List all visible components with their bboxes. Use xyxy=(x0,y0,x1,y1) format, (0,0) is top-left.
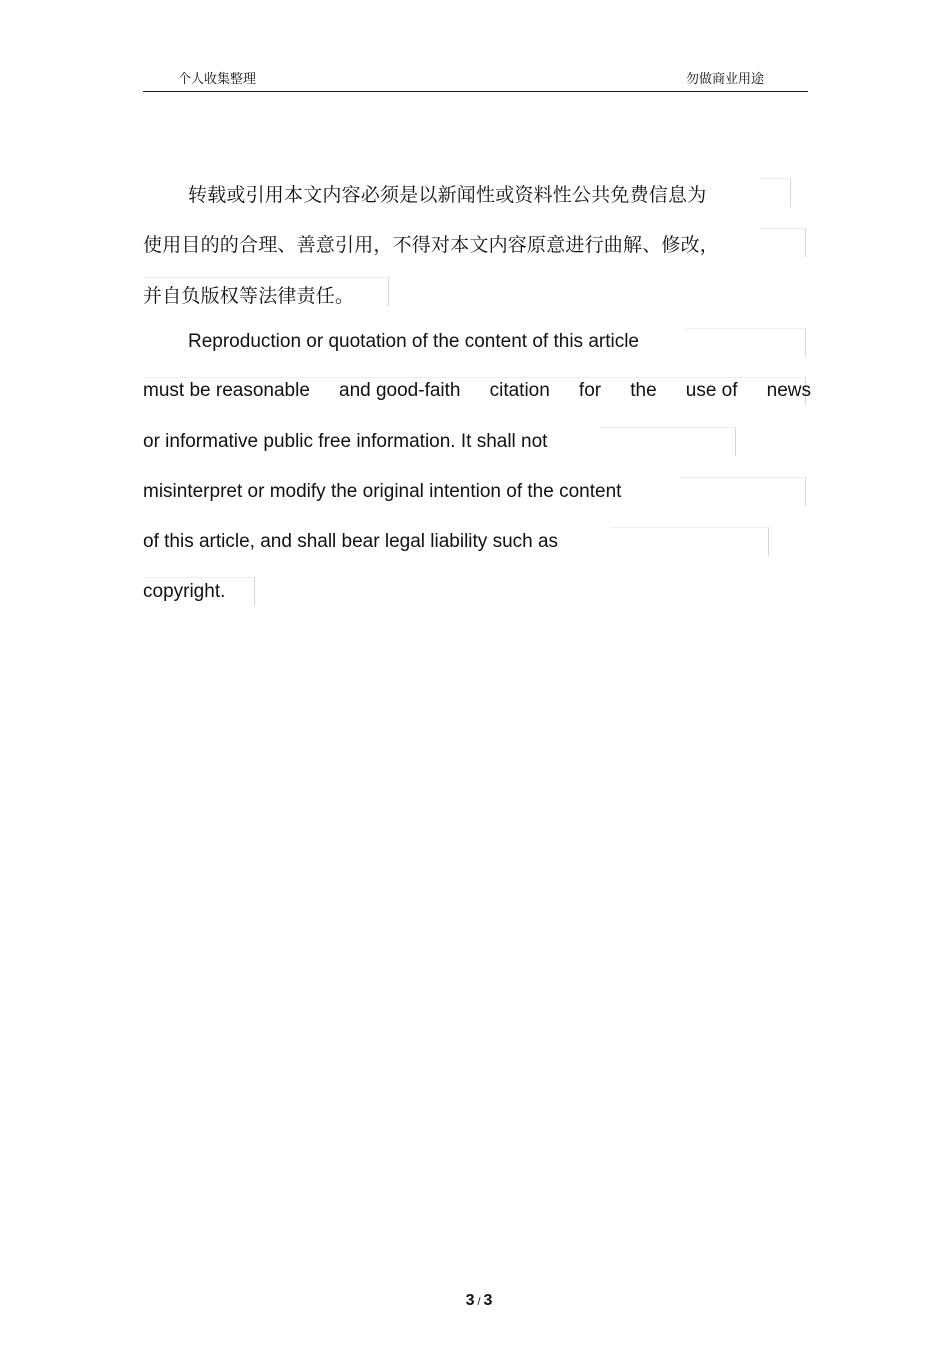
text-frame-mark xyxy=(760,228,806,257)
current-page: 3 xyxy=(465,1292,475,1309)
page-separator: / xyxy=(477,1296,481,1308)
zh-paragraph-line-2: 使用目的的合理、善意引用，不得对本文内容原意进行曲解、修改， xyxy=(143,234,720,256)
header-left-text: 个人收集整理 xyxy=(178,72,257,87)
en-word-group: and good-faith xyxy=(339,380,461,401)
en-word-group: use of xyxy=(685,380,738,401)
page-number xyxy=(0,1292,950,1310)
en-paragraph-line-4: misinterpret or modify the original intention of the content xyxy=(143,481,622,502)
en-paragraph-line-3: or informative public free information. It shall not xyxy=(143,431,548,452)
en-paragraph-line-1: Reproduction or quotation of the content of this article xyxy=(188,331,639,352)
zh-paragraph-line-1: 转载或引用本文内容必须是以新闻性或资料性公共免费信息为 xyxy=(188,184,707,206)
en-word-group: news xyxy=(766,380,811,401)
text-frame-mark xyxy=(685,328,806,357)
en-word-group: citation xyxy=(489,380,550,401)
en-paragraph-line-5: of this article, and shall bear legal liability such as xyxy=(143,531,559,552)
text-frame-mark xyxy=(680,477,806,506)
en-paragraph-line-2 xyxy=(143,380,811,402)
header-right-text: 勿做商业用途 xyxy=(685,72,764,87)
header-divider xyxy=(143,91,808,92)
en-word-group: must be reasonable xyxy=(143,380,310,401)
en-word-group: for xyxy=(578,380,602,401)
zh-paragraph-line-3: 并自负版权等法律责任。 xyxy=(143,285,355,307)
en-paragraph-line-6: copyright. xyxy=(143,581,226,602)
text-frame-mark xyxy=(610,527,769,556)
text-frame-mark xyxy=(760,178,791,207)
text-frame-mark xyxy=(600,427,736,456)
total-pages: 3 xyxy=(483,1292,493,1309)
en-word-group: the xyxy=(630,380,657,401)
